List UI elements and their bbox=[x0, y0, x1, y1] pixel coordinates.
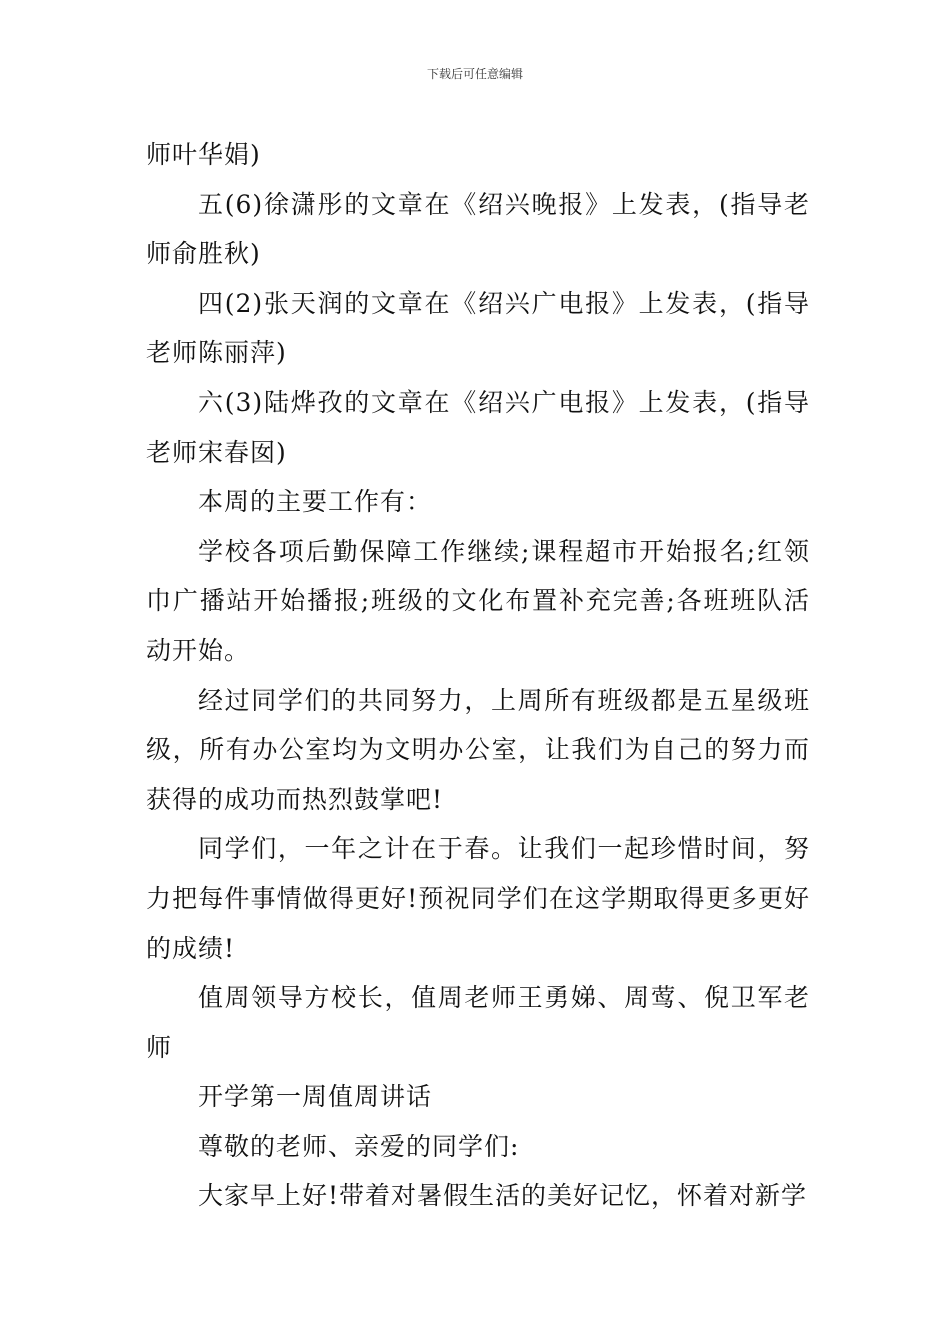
paragraph-6: 学校各项后勤保障工作继续;课程超市开始报名;红领巾广播站开始播报;班级的文化布置补充完善;各班班队活动开始。 bbox=[146, 536, 810, 665]
paragraph-1: 师叶华娟) bbox=[146, 140, 261, 169]
paragraph-8: 同学们，一年之计在于春。让我们一起珍惜时间，努力把每件事情做得更好!预祝同学们在这学期取得更多更好的成绩! bbox=[146, 834, 810, 963]
page-header: 下载后可任意编辑 bbox=[426, 67, 523, 81]
paragraph-2: 五(6)徐潇彤的文章在《绍兴晚报》上发表，(指导老师俞胜秋) bbox=[146, 189, 810, 269]
paragraph-9: 值周领导方校长，值周老师王勇娣、周莺、倪卫军老师 bbox=[146, 983, 810, 1062]
document-body bbox=[146, 130, 810, 1221]
paragraph-4: 六(3)陆烨孜的文章在《绍兴广电报》上发表，(指导老师宋春囡) bbox=[146, 387, 810, 467]
paragraph-3: 四(2)张天润的文章在《绍兴广电报》上发表，(指导老师陈丽萍) bbox=[146, 288, 810, 368]
paragraph-5: 本周的主要工作有： bbox=[198, 487, 433, 517]
paragraph-7: 经过同学们的共同努力，上周所有班级都是五星级班级，所有办公室均为文明办公室，让我们为自己的努力而获得的成功而热烈鼓掌吧! bbox=[146, 685, 810, 814]
paragraph-11: 尊敬的老师、亲爱的同学们: bbox=[198, 1131, 520, 1161]
paragraph-12: 大家早上好!带着对暑假生活的美好记忆，怀着对新学 bbox=[198, 1181, 808, 1211]
paragraph-10: 开学第一周值周讲话 bbox=[198, 1082, 433, 1112]
